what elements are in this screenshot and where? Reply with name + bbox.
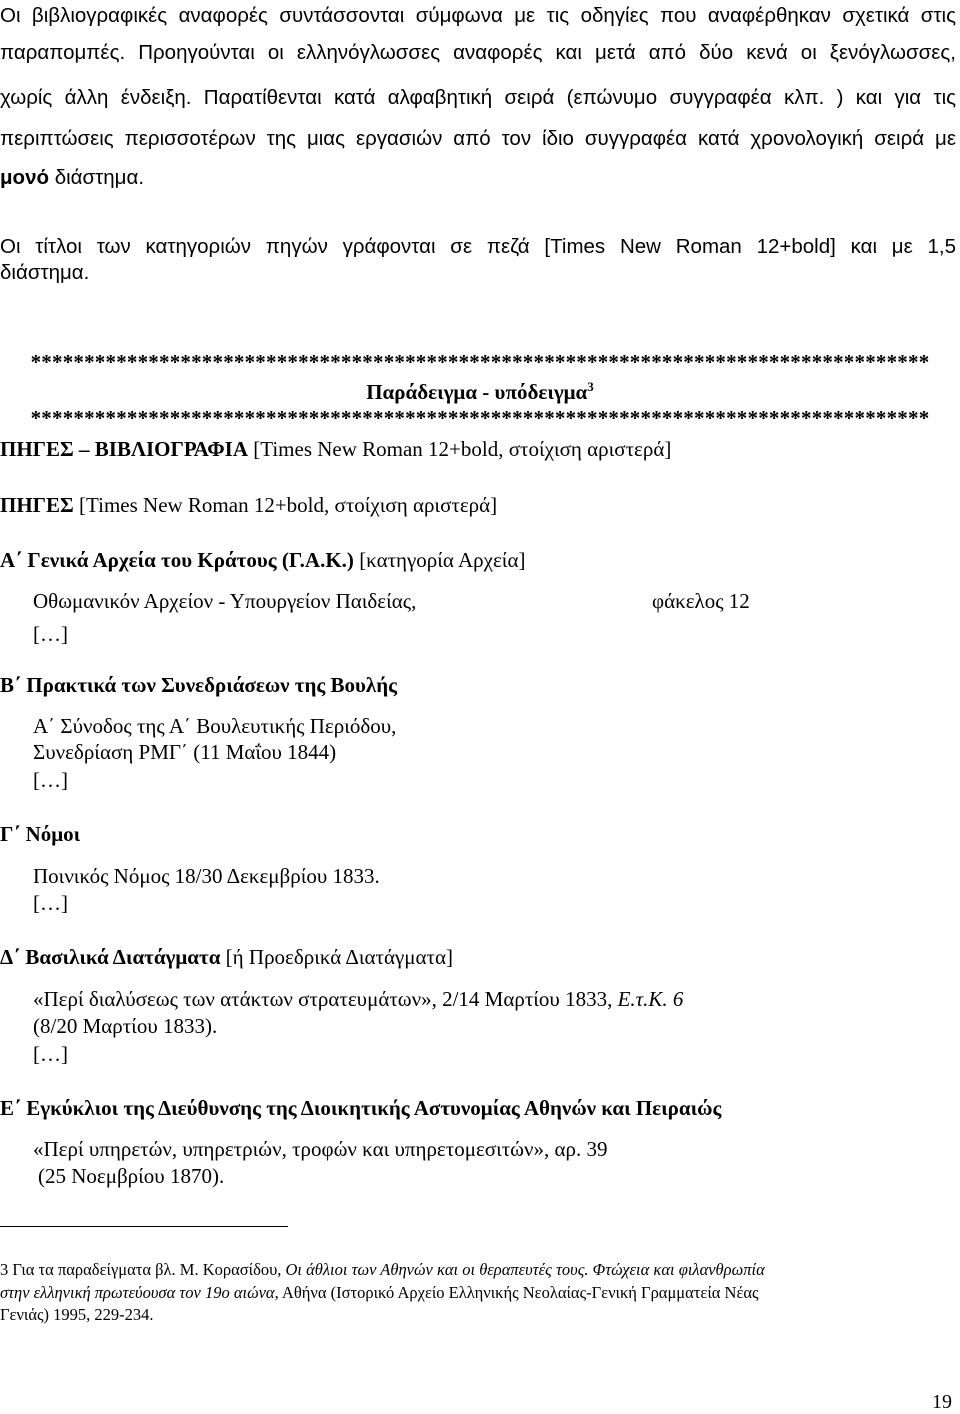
intro-paragraph-line-2: παραπομπές. Προηγούνται οι ελληνόγλωσσες αναφορές και μετά από δύο κενά οι ξενόγλωσσες, (0, 41, 956, 64)
section-b-title: Β΄ Πρακτικά των Συνεδριάσεων της Βουλής (0, 673, 398, 697)
heading-sources: ΠΗΓΕΣ [Times New Roman 12+bold, στοίχιση αριστερά] (0, 493, 498, 517)
intro-paragraph2-line-1: Οι τίτλοι των κατηγοριών πηγών γράφονται σε πεζά [Times New Roman 12+bold] και με 1,5 (0, 235, 956, 258)
emphasis-single: μονό (0, 166, 49, 189)
section-d-title: Δ΄ Βασιλικά Διατάγματα [ή Προεδρικά Διατάγματα] (0, 945, 453, 969)
section-c-title: Γ΄ Νόμοι (0, 822, 81, 846)
footnote-line-1: 3 Για τα παραδείγματα βλ. Μ. Κορασίδου, Οι άθλιοι των Αθηνών και οι θεραπευτές τους. Φτώχεια και φιλανθρωπία (0, 1260, 765, 1279)
section-a-folder: φάκελος 12 (652, 589, 750, 613)
footnote-line-3: Γενιάς) 1995, 229-234. (0, 1305, 154, 1324)
footnote-ref: 3 (587, 379, 594, 394)
section-b-entry-1: Α΄ Σύνοδος της Α΄ Βουλευτικής Περιόδου, (33, 714, 397, 738)
section-a-entry: Οθωμανικόν Αρχείον - Υπουργείον Παιδείας, (33, 589, 417, 613)
section-d-entry-1: «Περί διαλύσεως των ατάκτων στρατευμάτων», 2/14 Μαρτίου 1833, Ε.τ.Κ. 6 (33, 987, 684, 1011)
intro-paragraph-line-1: Οι βιβλιογραφικές αναφορές συντάσσονται σύμφωνα με τις οδηγίες που αναφέρθηκαν σχετικά στις (0, 4, 956, 27)
intro-paragraph-line-5: μονό διάστημα. (0, 166, 145, 189)
stars-divider-top: ************************************************************************************ (30, 350, 930, 374)
intro-paragraph-line-4: περιπτώσεις περισσοτέρων της μιας εργασιών από τον ίδιο συγγραφέα κατά χρονολογική σειρά με (0, 127, 956, 150)
section-a-title: Α΄ Γενικά Αρχεία του Κράτους (Γ.Α.Κ.) [κατηγορία Αρχεία] (0, 548, 526, 572)
example-title: Παράδειγμα - υπόδειγμα$^3$ (366, 379, 594, 404)
section-a-ellipsis: […] (33, 622, 68, 646)
section-b-entry-2: Συνεδρίαση ΡΜΓ΄ (11 Μαΐου 1844) (33, 740, 337, 764)
section-e-entry-1: «Περί υπηρετών, υπηρετριών, τροφών και υπηρετομεσιτών», αρ. 39 (33, 1137, 608, 1161)
intro-paragraph-line-3: χωρίς άλλη ένδειξη. Παρατίθενται κατά αλφαβητική σειρά (επώνυμο συγγραφέα κλπ. ) και για τις (0, 86, 956, 109)
section-c-entry: Ποινικός Νόμος 18/30 Δεκεμβρίου 1833. (33, 864, 380, 888)
intro-paragraph2-line-2: διάστημα. (0, 261, 90, 284)
footnote-number: 3 (0, 1260, 9, 1279)
section-c-ellipsis: […] (33, 891, 68, 915)
section-b-ellipsis: […] (33, 768, 68, 792)
heading-sources-bibliography: ΠΗΓΕΣ – ΒΙΒΛΙΟΓΡΑΦΙΑ [Times New Roman 12+bold, στοίχιση αριστερά] (0, 437, 672, 461)
footnote-line-2: στην ελληνική πρωτεύουσα τον 19ο αιώνα, Αθήνα (Ιστορικό Αρχείο Ελληνικής Νεολαίας-Γενική Γραμματεία Νέας (0, 1283, 759, 1302)
stars-divider-bottom: ************************************************************************************ (30, 406, 930, 430)
page-number: 19 (932, 1391, 952, 1413)
section-d-entry-2: (8/20 Μαρτίου 1833). (33, 1014, 218, 1038)
section-e-title: Ε΄ Εγκύκλιοι της Διεύθυνσης της Διοικητικής Αστυνομίας Αθηνών και Πειραιώς (0, 1096, 722, 1120)
section-e-entry-2: (25 Νοεμβρίου 1870). (38, 1164, 225, 1188)
footnote-rule (0, 1226, 288, 1227)
section-d-ellipsis: […] (33, 1042, 68, 1066)
